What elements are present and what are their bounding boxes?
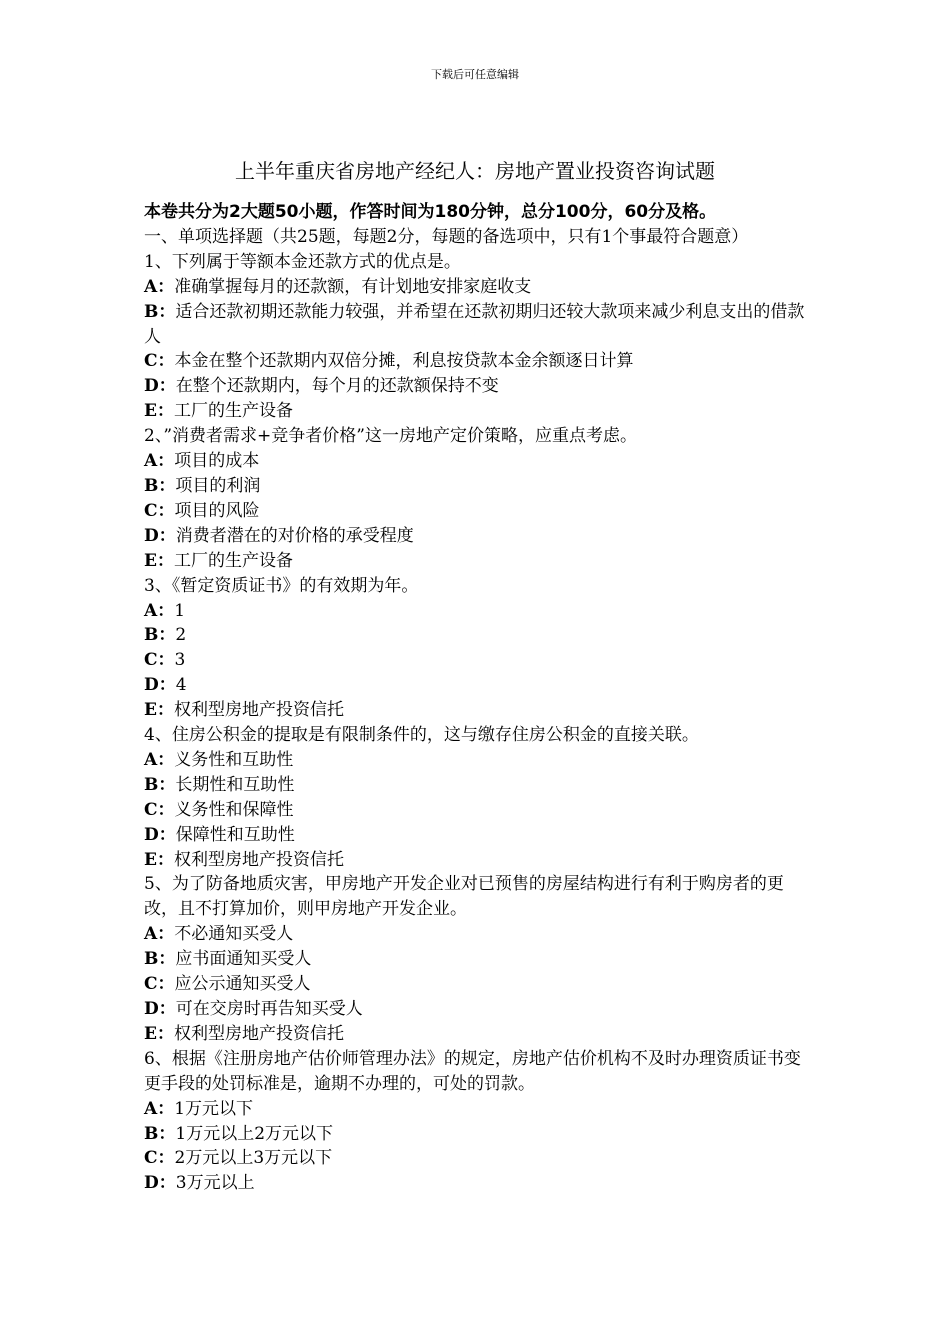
answer-option <box>144 823 810 848</box>
option-letter: B： <box>144 1123 176 1144</box>
option-letter: D： <box>144 525 176 546</box>
option-letter: C： <box>144 500 175 521</box>
question-stem: 3、《暂定资质证书》的有效期为年。 <box>144 575 419 596</box>
answer-option <box>144 449 810 474</box>
answer-option <box>144 524 810 549</box>
option-text: 应公示通知买受人 <box>174 974 311 995</box>
answer-option <box>144 1146 810 1171</box>
option-text: 1 <box>174 600 186 621</box>
option-text: 权利型房地产投资信托 <box>173 849 344 870</box>
option-letter: C： <box>144 974 175 995</box>
option-letter: B： <box>144 625 176 646</box>
option-letter: E： <box>144 700 174 721</box>
option-letter: E： <box>144 1023 174 1044</box>
answer-option <box>144 1122 810 1147</box>
option-text: 3 <box>174 650 186 671</box>
answer-option <box>144 798 810 823</box>
answer-option <box>144 1171 810 1196</box>
option-text: 项目的利润 <box>175 475 261 496</box>
answer-option <box>144 698 810 723</box>
option-text: 义务性和互助性 <box>174 749 294 770</box>
option-text: 应书面通知买受人 <box>175 949 312 970</box>
option-text: 1万元以上2万元以下 <box>175 1123 334 1144</box>
option-text: 在整个还款期内，每个月的还款额保持不变 <box>175 376 499 397</box>
option-text: 适合还款初期还款能力较强，并希望在还款初期归还较大款项来减少利息支出的借款人 <box>144 301 805 347</box>
option-letter: D： <box>144 824 176 845</box>
answer-option <box>144 848 810 873</box>
question-stem: 1、下列属于等额本金还款方式的优点是。 <box>144 251 461 272</box>
answer-option <box>144 623 810 648</box>
option-letter: A： <box>144 276 175 297</box>
option-text: 本金在整个还款期内双倍分摊，利息按贷款本金余额逐日计算 <box>174 351 634 372</box>
answer-option <box>144 972 810 997</box>
option-letter: A： <box>144 600 175 621</box>
option-text: 准确掌握每月的还款额，有计划地安排家庭收支 <box>174 276 532 297</box>
option-text: 工厂的生产设备 <box>173 401 293 422</box>
option-letter: C： <box>144 1148 175 1169</box>
option-text: 权利型房地产投资信托 <box>173 700 344 721</box>
answer-option <box>144 300 810 350</box>
option-letter: E： <box>144 550 174 571</box>
answer-option <box>144 947 810 972</box>
question-stem: 6、根据《注册房地产估价师管理办法》的规定，房地产估价机构不及时办理资质证书变更手段的处罚标准是，逾期不办理的，可处的罚款。 <box>144 1048 801 1094</box>
answer-option <box>144 474 810 499</box>
option-letter: B： <box>144 475 176 496</box>
page-title: 上半年重庆省房地产经纪人：房地产置业投资咨询试题 <box>235 159 715 183</box>
question-stem: 2、”消费者需求+竞争者价格”这一房地产定价策略，应重点考虑。 <box>144 426 637 447</box>
answer-option <box>144 997 810 1022</box>
option-text: 1万元以下 <box>174 1098 254 1119</box>
option-text: 不必通知买受人 <box>174 924 294 945</box>
option-letter: A： <box>144 1098 175 1119</box>
option-text: 长期性和互助性 <box>175 774 295 795</box>
answer-option <box>144 374 810 399</box>
answer-option <box>144 549 810 574</box>
answer-option <box>144 773 810 798</box>
option-letter: D： <box>144 999 176 1019</box>
option-letter: E： <box>144 401 174 422</box>
answer-option <box>144 648 810 673</box>
option-letter: E： <box>144 849 174 870</box>
answer-option <box>144 1022 810 1047</box>
answer-option <box>144 349 810 374</box>
question-list <box>144 250 810 1196</box>
option-letter: B： <box>144 301 176 322</box>
option-text: 义务性和保障性 <box>174 799 294 820</box>
option-text: 4 <box>175 675 187 696</box>
option-letter: D： <box>144 376 176 397</box>
option-text: 2 <box>175 625 187 646</box>
answer-option <box>144 275 810 300</box>
answer-option <box>144 922 810 947</box>
question-stem: 5、为了防备地质灾害，甲房地产开发企业对已预售的房屋结构进行有利于购房者的更改，且不打算加价，则甲房地产开发企业。 <box>144 874 784 920</box>
answer-option <box>144 599 810 624</box>
answer-option <box>144 499 810 524</box>
header-note: 下载后可任意编辑 <box>431 68 519 81</box>
option-text: 项目的成本 <box>174 451 260 472</box>
option-text: 可在交房时再告知买受人 <box>175 999 363 1019</box>
question-stem: 4、住房公积金的提取是有限制条件的，这与缴存住房公积金的直接关联。 <box>144 725 699 746</box>
option-text: 3万元以上 <box>175 1173 255 1194</box>
option-text: 项目的风险 <box>174 500 260 521</box>
answer-option <box>144 1097 810 1122</box>
answer-option <box>144 399 810 424</box>
option-letter: C： <box>144 351 175 372</box>
option-letter: B： <box>144 774 176 795</box>
document-body <box>144 200 810 1196</box>
option-text: 保障性和互助性 <box>175 824 295 845</box>
exam-intro: 本卷共分为2大题50小题，作答时间为180分钟，总分100分，60分及格。 <box>144 202 717 222</box>
option-text: 2万元以上3万元以下 <box>174 1148 333 1169</box>
option-letter: D： <box>144 1173 176 1194</box>
option-letter: C： <box>144 650 175 671</box>
section-heading: 一、单项选择题（共25题，每题2分，每题的备选项中，只有1个事最符合题意） <box>144 226 749 247</box>
option-letter: D： <box>144 675 176 696</box>
answer-option <box>144 673 810 698</box>
answer-option <box>144 748 810 773</box>
option-letter: C： <box>144 799 175 820</box>
option-letter: A： <box>144 451 175 472</box>
option-text: 消费者潜在的对价格的承受程度 <box>175 525 414 546</box>
option-letter: A： <box>144 924 175 945</box>
option-text: 权利型房地产投资信托 <box>173 1023 344 1044</box>
option-letter: A： <box>144 749 175 770</box>
option-letter: B： <box>144 949 176 970</box>
option-text: 工厂的生产设备 <box>173 550 293 571</box>
